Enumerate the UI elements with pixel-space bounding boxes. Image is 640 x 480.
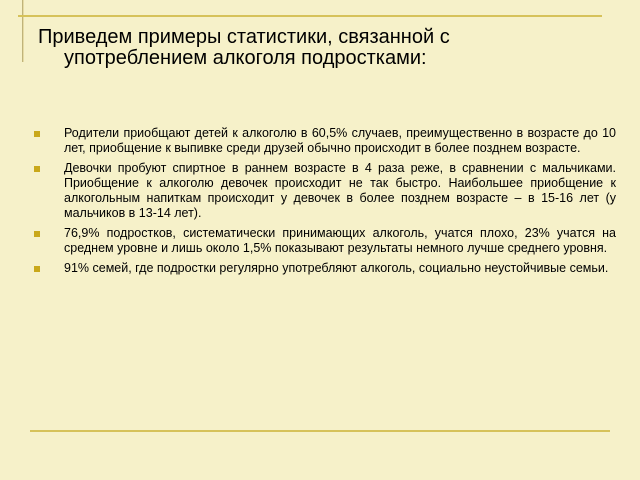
square-bullet-icon <box>34 166 40 172</box>
bullet-item <box>34 161 616 221</box>
square-bullet-icon <box>34 231 40 237</box>
square-bullet-icon <box>34 266 40 272</box>
slide-title-line2: употреблением алкоголя подростками: <box>64 47 427 69</box>
bullet-list <box>34 126 616 281</box>
slide-title <box>38 27 598 69</box>
bullet-text: 91% семей, где подростки регулярно употребляют алкоголь, социально неустойчивые семьи. <box>64 261 609 275</box>
bullet-text: Девочки пробуют спиртное в раннем возрасте в 4 раза реже, в сравнении с мальчиками. Приобщение к алкоголю девочек происходит не так быстро. Наибольшее приобщение к алкогольным напиткам происходит у девочек в более позднем возрасте – в 15-16 лет (у мальчиков в 13-14 лет). <box>64 161 616 220</box>
bullet-text: Родители приобщают детей к алкоголю в 60,5% случаев, преимущественно в возрасте до 10 лет, приобщение к выпивке среди друзей обычно происходит в более позднем возрасте. <box>64 126 616 155</box>
slide-title-line1: Приведем примеры статистики, связанной с <box>38 26 450 48</box>
bullet-text: 76,9% подростков, систематически принимающих алкоголь, учатся плохо, 23% учатся на среднем уровне и лишь около 1,5% показывают результаты немного лучше среднего уровня. <box>64 226 616 255</box>
bullet-item <box>34 126 616 156</box>
square-bullet-icon <box>34 131 40 137</box>
left-edge-line-highlight <box>23 0 24 62</box>
bottom-divider <box>30 430 610 432</box>
bullet-item <box>34 226 616 256</box>
bullet-item <box>34 261 616 276</box>
top-divider <box>18 15 602 17</box>
